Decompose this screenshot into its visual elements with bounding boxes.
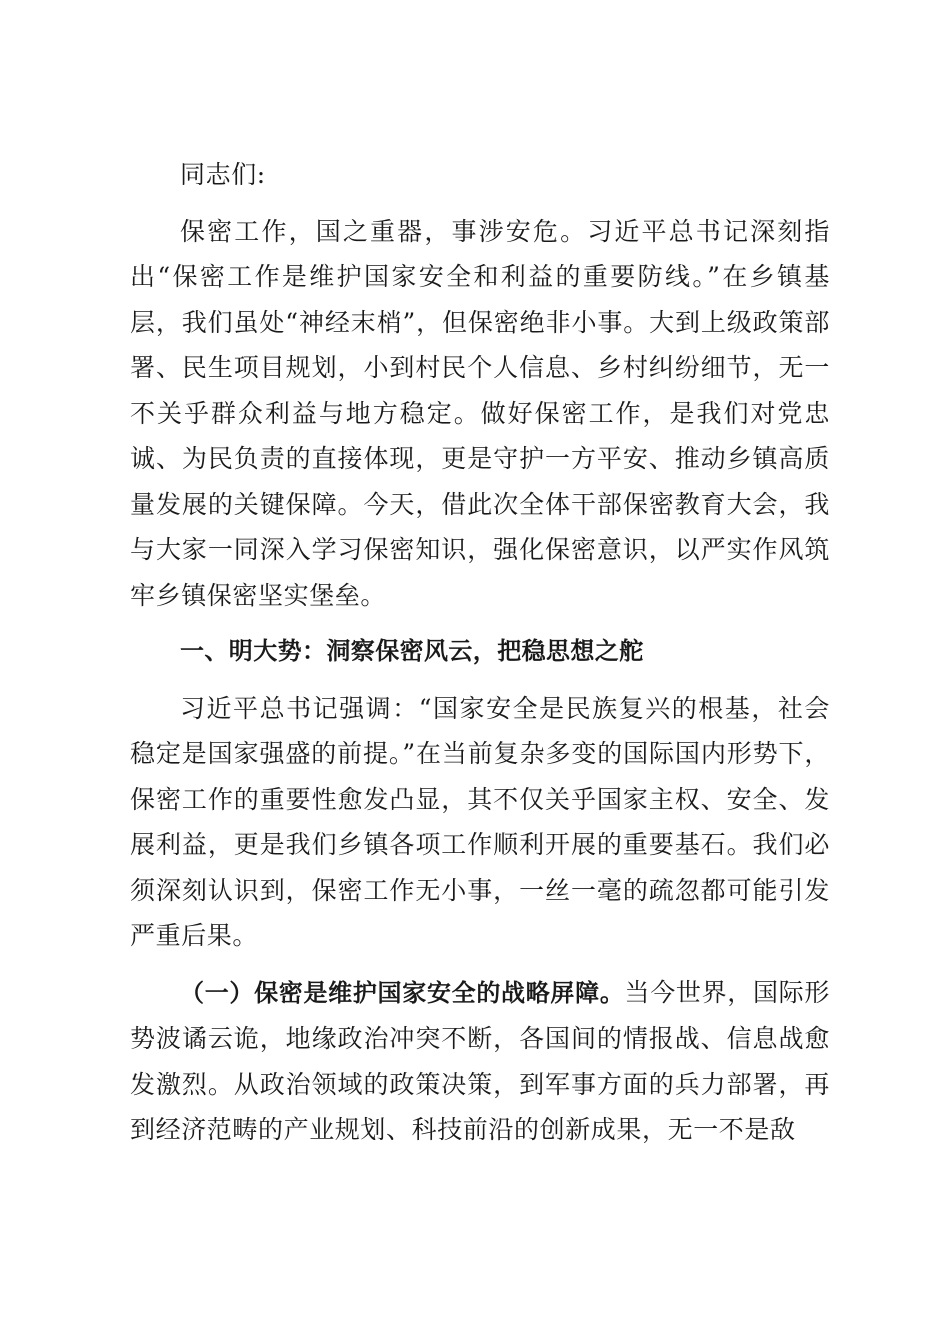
intro-paragraph: 保密工作，国之重器，事涉安危。习近平总书记深刻指出“保密工作是维护国家安全和利益的重要防线。”在乡镇基层，我们虽处“神经末梢”，但保密绝非小事。大到上级政策部署、民生项目规划，小到村民个人信息、乡村纠纷细节，无一不关乎群众利益与地方稳定。做好保密工作，是我们对党忠诚、为民负责的直接体现，更是守护一方平安、推动乡镇高质量发展的关键保障。今天，借此次全体干部保密教育大会，我与大家一同深入学习保密知识，强化保密意识，以严实作风筑牢乡镇保密坚实堡垒。 (130, 216, 830, 610)
section-1-paragraph: 习近平总书记强调：“国家安全是民族复兴的根基，社会稳定是国家强盛的前提。”在当前复杂多变的国际国内形势下，保密工作的重要性愈发凸显，其不仅关乎国家主权、安全、发展利益，更是我们乡镇各项工作顺利开展的重要基石。我们必须深刻认识到，保密工作无小事，一丝一毫的疏忽都可能引发严重后果。 (130, 693, 830, 950)
subsection-1-text: 当今世界，国际形势波谲云诡，地缘政治冲突不断，各国间的情报战、信息战愈发激烈。从政治领域的政策决策，到军事方面的兵力部署，再到经济范畴的产业规划、科技前沿的创新成果，无一不是敌 (130, 977, 830, 1144)
salutation: 同志们: (180, 160, 266, 189)
document-body (130, 152, 830, 1153)
section-heading-1: 一、明大势：洞察保密风云，把稳思想之舵 (180, 637, 644, 665)
subsection-1-paragraph (130, 970, 830, 1153)
subsection-heading-1: （一）保密是维护国家安全的战略屏障。 (180, 978, 625, 1007)
